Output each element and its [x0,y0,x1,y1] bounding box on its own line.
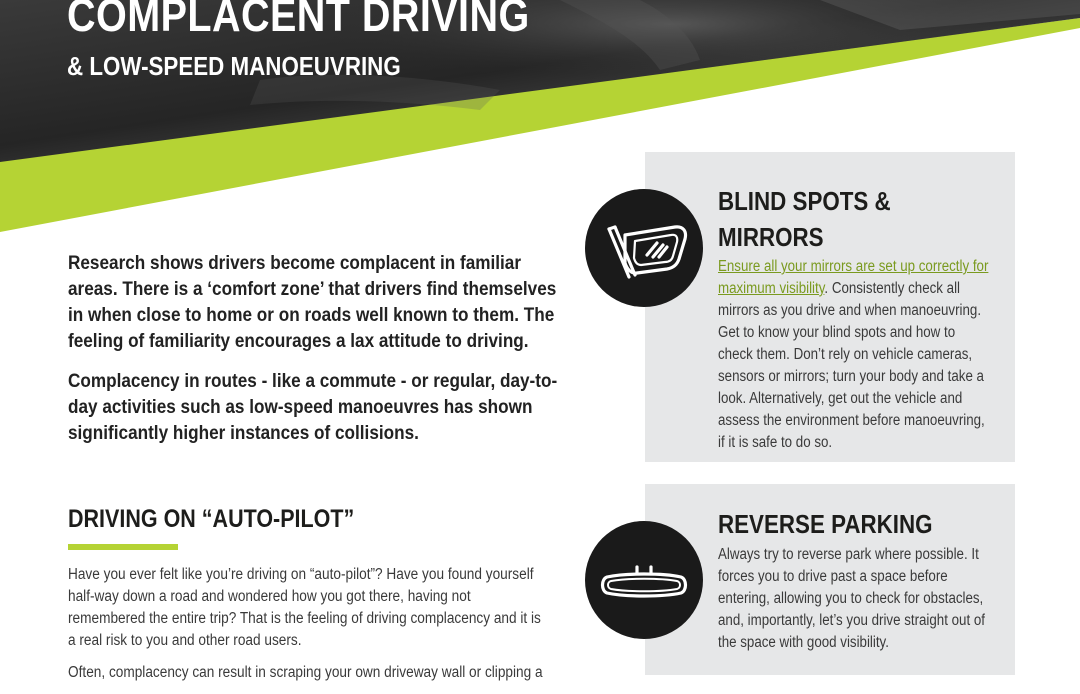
page-subtitle: & LOW-SPEED MANOEUVRING [67,51,401,81]
reverse-parking-heading: REVERSE PARKING [718,509,933,539]
autopilot-paragraph: Have you ever felt like you’re driving on “auto-pilot”? Have you found yourself half-way down a road and wondered how you got there, having not remembered the entire trip? That is the feeling of driving complacency and it is a real risk to you and other road users. [68,566,541,649]
intro-section [68,250,561,460]
page-title: COMPLACENT DRIVING [67,0,530,41]
autopilot-heading: DRIVING ON “AUTO-PILOT” [68,505,355,533]
side-mirror-icon [585,189,703,307]
blind-spots-body: . Consistently check all mirrors as you drive and when manoeuvring. Get to know your blind spots and how to check them. Don’t rely on vehicle cameras, sensors or mirrors; turn your body and take a look. Alternatively, get out the vehicle and assess the environment before manoeuvring, if it is safe to do so. [718,280,985,451]
reverse-parking-text: Always try to reverse park where possible. It forces you to drive past a space before entering, allowing you to check for obstacles, and, importantly, let’s you drive straight out of the space with good visibility. [718,546,985,651]
blind-spots-heading: BLIND SPOTS & MIRRORS [718,186,891,252]
intro-paragraph: Complacency in routes - like a commute - or regular, day-to-day activities such as low-speed manoeuvres has shown significantly higher instances of collisions. [68,370,558,444]
mirrors-setup-link[interactable]: Ensure all your mirrors are set up correctly for maximum visibility [718,258,989,297]
rearview-mirror-icon [585,521,703,639]
autopilot-paragraph: Often, complacency can result in scraping your own driveway wall or clipping a [68,664,543,681]
blind-spots-text [718,256,989,454]
heading-underline [68,544,178,550]
intro-paragraph: Research shows drivers become complacent in familiar areas. There is a ‘comfort zone’ that drivers find themselves in when close to home or on roads well known to them. The feeling of familiarity encourages a lax attitude to driving. [68,252,557,352]
